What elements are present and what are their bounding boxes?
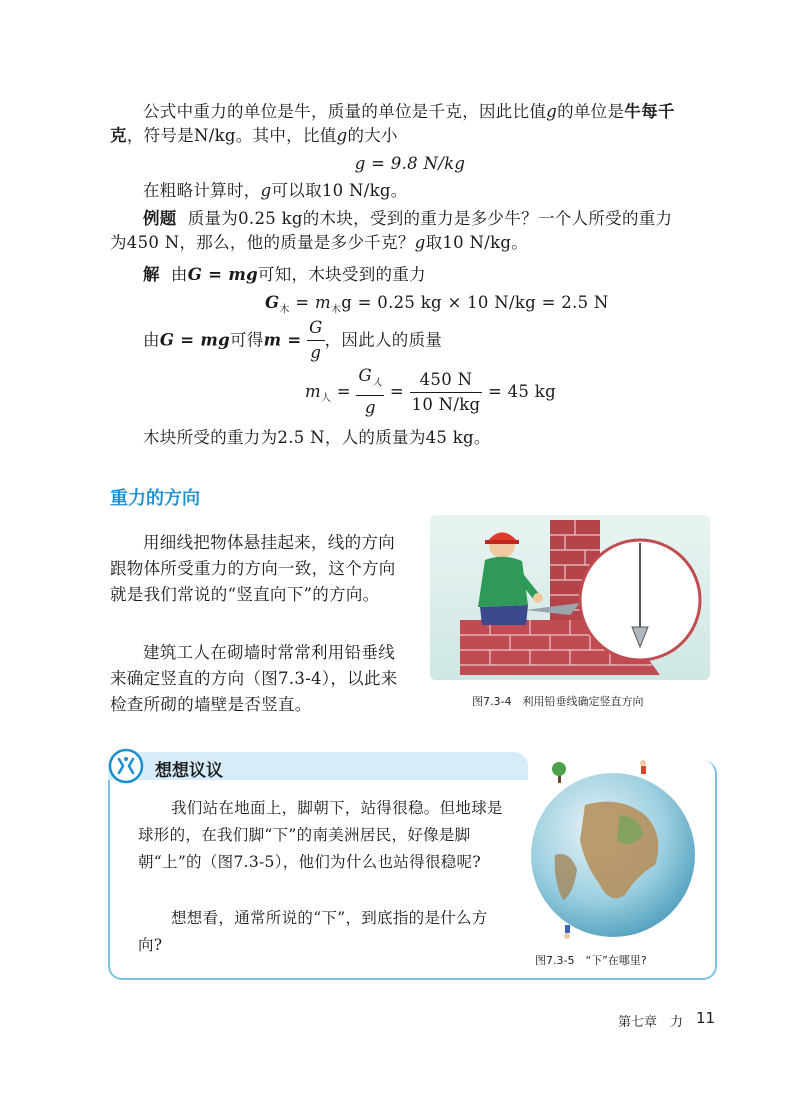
subscript: 木 [330, 304, 342, 316]
text: 取10 N/kg。 [425, 233, 529, 252]
text: 我们站在地面上，脚朝下，站得很稳。但地球是球形的，在我们脚“下”的南美洲居民，好像是脚朝“上”的（图7.3-5），他们为什么也站得很稳呢? [138, 799, 503, 871]
solution-label: 解 [143, 265, 160, 284]
fraction-G-over-g [307, 316, 324, 365]
var-g: g [260, 181, 272, 200]
figure-caption-7-3-4: 图7.3-4 利用铅垂线确定竖直方向 [472, 695, 644, 708]
var-g: g [336, 126, 348, 145]
figure-globe [525, 755, 705, 945]
globe-illustration [525, 755, 705, 945]
bold-text: 牛每千 [624, 102, 675, 121]
formula: G = mg [187, 265, 258, 284]
numerator: G [307, 316, 324, 341]
text: 质量为0.25 kg的木块，受到的重力是多少牛？一个人所受的重力 [187, 209, 673, 228]
footer-chapter: 第七章 力 [618, 1015, 684, 1030]
equation-person-mass: $m_人$ = $\frac{G_人}{g}$ = $\frac{450 N}{10 N/kg}$ = 45 kg [305, 364, 665, 416]
bold-text: 克 [110, 126, 127, 145]
text: ，符号是N/kg。其中，比值 [126, 126, 337, 145]
formula: G = mg [159, 330, 231, 350]
subscript: 木 [279, 304, 290, 316]
symbol: m [305, 382, 321, 402]
equation-mass-derivation [143, 316, 710, 364]
text: 由 [143, 330, 160, 350]
think-icon [108, 748, 144, 784]
answer-line: 木块所受的重力为2.5 N，人的质量为45 kg。 [143, 428, 491, 447]
text: = [331, 382, 357, 402]
text: 可知，木块受到的重力 [257, 265, 426, 284]
bricklayer-illustration [430, 515, 710, 680]
fraction-G-over-g-person [356, 364, 384, 420]
subscript: 人 [320, 392, 332, 404]
text: 的单位是 [557, 102, 625, 121]
formula: m = [263, 330, 302, 350]
numerator: 450 N [410, 368, 483, 393]
paragraph-plumb-line [110, 530, 410, 608]
text: = [289, 293, 315, 312]
denominator: g [364, 398, 376, 418]
text: 在粗略计算时， [143, 181, 261, 200]
var-g: g [414, 233, 426, 252]
discussion-paragraph-1 [138, 795, 508, 876]
solution-line [143, 263, 710, 287]
text: 用细线把物体悬挂起来，线的方向跟物体所受重力的方向一致，这个方向就是我们常说的“竖直向下”的方向。 [110, 533, 396, 604]
paragraph-builders [110, 640, 410, 718]
text: g = 0.25 kg × 10 N/kg = 2.5 N [341, 293, 609, 312]
text: ，因此人的质量 [324, 330, 443, 350]
text: 为450 N，那么，他的质量是多少千克？ [110, 233, 415, 252]
paragraph-rough [143, 179, 710, 203]
discussion-paragraph-2 [138, 905, 508, 959]
figure-caption-7-3-5: 图7.3-5 “下”在哪里? [535, 954, 647, 967]
text: 想想看，通常所说的“下”，到底指的是什么方向? [138, 909, 488, 954]
numerator: G [358, 366, 372, 385]
text: 可得 [230, 330, 264, 350]
example-block [110, 207, 710, 255]
equation-g: g = 9.8 N/kg [354, 154, 466, 173]
denominator: 10 N/kg [411, 394, 481, 414]
text: 公式中重力的单位是牛，质量的单位是千克，因此比值 [143, 102, 547, 121]
text: 建筑工人在砌墙时常常利用铅垂线来确定竖直的方向（图7.3-4），以此来检查所砌的墙壁是否竖直。 [110, 643, 398, 714]
figure-plumb-line [430, 515, 710, 680]
result: = 45 kg [487, 382, 556, 402]
discussion-icon [108, 748, 144, 784]
page-number: 11 [696, 1009, 716, 1027]
discussion-title: 想想议议 [155, 761, 223, 781]
fraction-values [410, 368, 483, 417]
subscript: 人 [371, 377, 383, 389]
var-g: g [546, 102, 558, 121]
text: 可以取10 N/kg。 [271, 181, 408, 200]
text: 由 [170, 265, 188, 284]
example-label: 例题 [143, 209, 177, 228]
paragraph-unit [110, 100, 710, 148]
text: 的大小 [347, 126, 398, 145]
symbol: m [314, 293, 331, 312]
symbol: G [265, 293, 280, 312]
denominator: g [310, 343, 322, 362]
section-title: 重力的方向 [110, 488, 200, 509]
